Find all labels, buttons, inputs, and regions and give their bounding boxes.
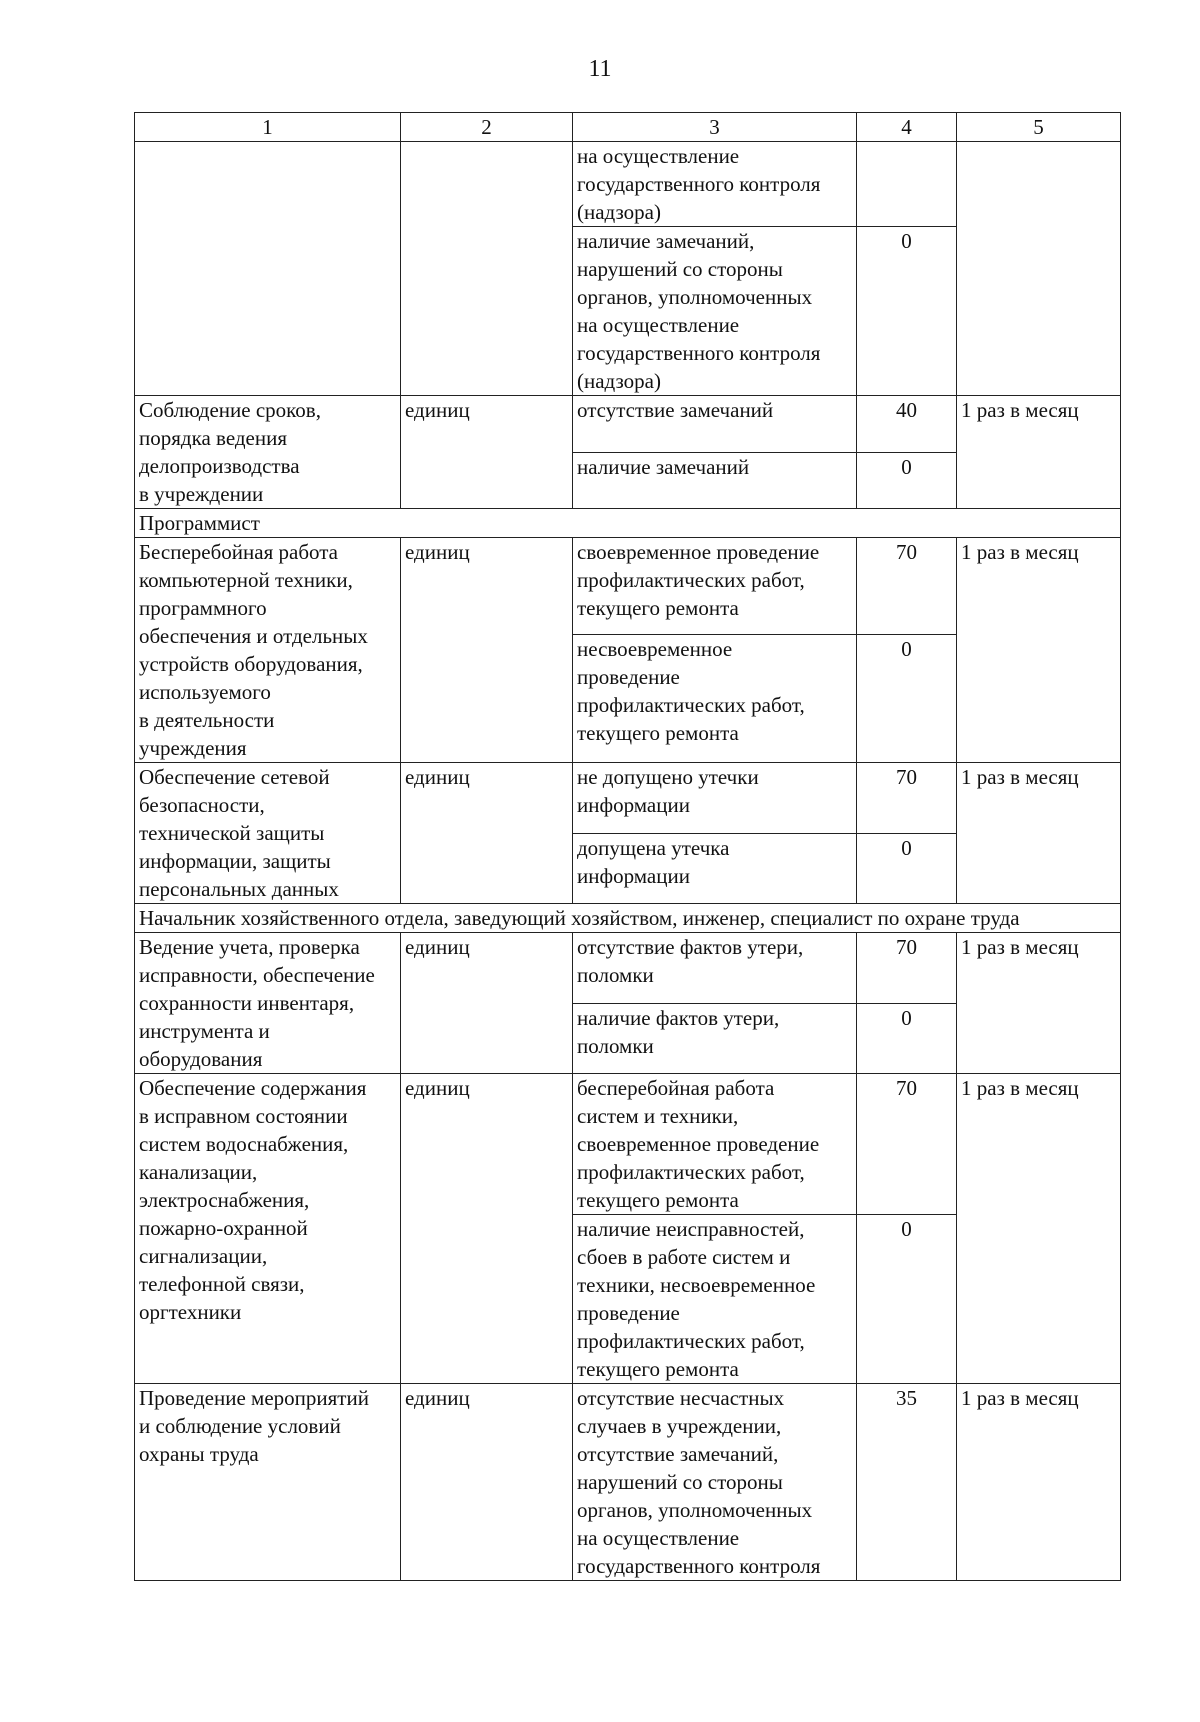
unit-cell: единиц (401, 763, 573, 904)
unit-cell: единиц (401, 396, 573, 509)
header-cell: 4 (857, 113, 957, 142)
table-row (135, 933, 1121, 1004)
table-row (135, 538, 1121, 635)
value-cell: 40 (857, 396, 957, 453)
section-row (135, 904, 1121, 933)
criterion-cell: наличие замечаний (573, 452, 857, 509)
criterion-cell: наличие фактов утери, поломки (573, 1003, 857, 1074)
value-cell: 35 (857, 1384, 957, 1581)
period-cell: 1 раз в месяц (957, 1074, 1121, 1384)
value-cell: 0 (857, 634, 957, 762)
section-heading: Программист (135, 509, 1121, 538)
period-cell (957, 142, 1121, 396)
criterion-cell: несвоевременное проведение профилактических работ, текущего ремонта (573, 634, 857, 762)
indicator-cell: Обеспечение содержания в исправном состоянии систем водоснабжения, канализации, электроснабжения, пожарно-охранной сигнализации, телефонной связи, оргтехники (135, 1074, 401, 1384)
table-header-row (135, 113, 1121, 142)
criterion-cell: наличие замечаний, нарушений со стороны органов, уполномоченных на осуществление государственного контроля (надзора) (573, 227, 857, 396)
table-row (135, 142, 1121, 227)
criterion-cell: отсутствие фактов утери, поломки (573, 933, 857, 1004)
criterion-cell: своевременное проведение профилактических работ, текущего ремонта (573, 538, 857, 635)
value-cell (857, 142, 957, 227)
criterion-cell: допущена утечка информации (573, 833, 857, 904)
indicator-cell: Ведение учета, проверка исправности, обеспечение сохранности инвентаря, инструмента и оборудования (135, 933, 401, 1074)
criteria-table (134, 112, 1121, 1581)
table-row (135, 396, 1121, 453)
header-cell: 5 (957, 113, 1121, 142)
value-cell: 0 (857, 227, 957, 396)
criterion-cell: отсутствие замечаний (573, 396, 857, 453)
header-cell: 1 (135, 113, 401, 142)
period-cell: 1 раз в месяц (957, 538, 1121, 763)
criterion-cell: на осуществление государственного контроля (надзора) (573, 142, 857, 227)
value-cell: 0 (857, 452, 957, 509)
value-cell: 70 (857, 763, 957, 834)
header-cell: 3 (573, 113, 857, 142)
table-row (135, 1074, 1121, 1215)
table-row (135, 763, 1121, 834)
criterion-cell: не допущено утечки информации (573, 763, 857, 834)
section-row (135, 509, 1121, 538)
indicator-cell: Бесперебойная работа компьютерной техники, программного обеспечения и отдельных устройств оборудования, используемого в деятельности учреждения (135, 538, 401, 763)
unit-cell: единиц (401, 1074, 573, 1384)
value-cell: 0 (857, 1003, 957, 1074)
value-cell: 70 (857, 1074, 957, 1215)
page-number: 11 (588, 56, 612, 82)
period-cell: 1 раз в месяц (957, 763, 1121, 904)
criterion-cell: отсутствие несчастных случаев в учреждении, отсутствие замечаний, нарушений со стороны органов, уполномоченных на осуществление государственного контроля (573, 1384, 857, 1581)
unit-cell: единиц (401, 538, 573, 763)
section-heading: Начальник хозяйственного отдела, заведующий хозяйством, инженер, специалист по охране труда (135, 904, 1121, 933)
period-cell: 1 раз в месяц (957, 1384, 1121, 1581)
criterion-cell: бесперебойная работа систем и техники, своевременное проведение профилактических работ, текущего ремонта (573, 1074, 857, 1215)
value-cell: 0 (857, 833, 957, 904)
table-row (135, 1384, 1121, 1581)
period-cell: 1 раз в месяц (957, 396, 1121, 509)
indicator-cell: Проведение мероприятий и соблюдение условий охраны труда (135, 1384, 401, 1581)
unit-cell (401, 142, 573, 396)
indicator-cell (135, 142, 401, 396)
unit-cell: единиц (401, 933, 573, 1074)
value-cell: 0 (857, 1215, 957, 1384)
value-cell: 70 (857, 933, 957, 1004)
indicator-cell: Обеспечение сетевой безопасности, технической защиты информации, защиты персональных данных (135, 763, 401, 904)
unit-cell: единиц (401, 1384, 573, 1581)
header-cell: 2 (401, 113, 573, 142)
criterion-cell: наличие неисправностей, сбоев в работе систем и техники, несвоевременное проведение профилактических работ, текущего ремонта (573, 1215, 857, 1384)
period-cell: 1 раз в месяц (957, 933, 1121, 1074)
indicator-cell: Соблюдение сроков, порядка ведения делопроизводства в учреждении (135, 396, 401, 509)
value-cell: 70 (857, 538, 957, 635)
